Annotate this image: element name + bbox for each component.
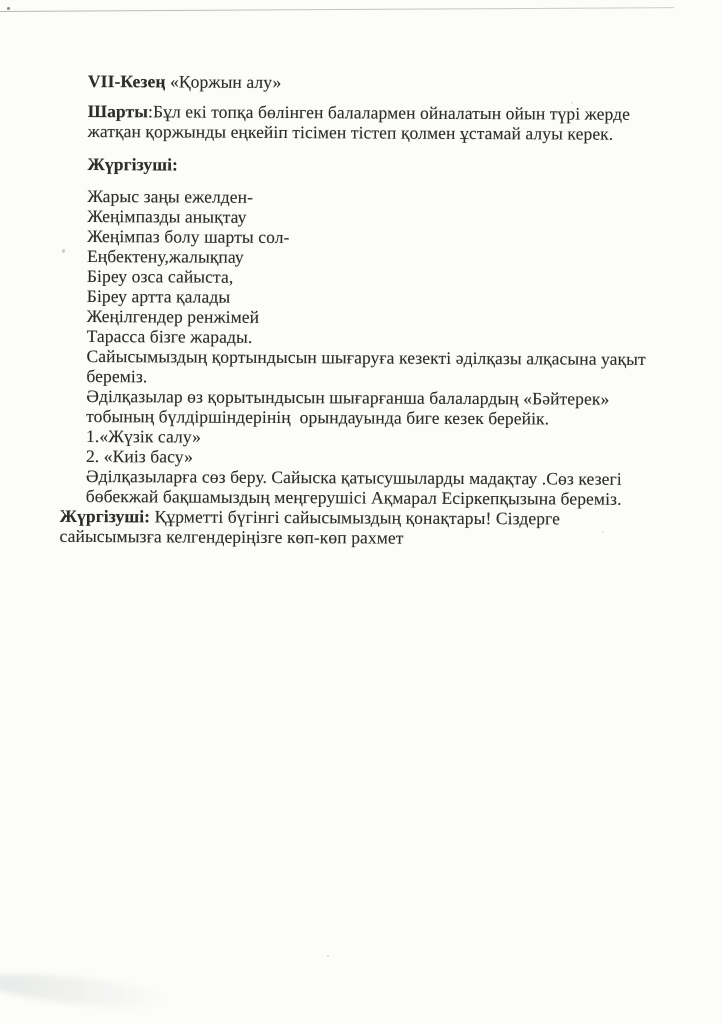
- presenter-heading: [87, 154, 647, 177]
- presenter-label: Жүргізуші:: [87, 153, 179, 175]
- stage-heading-title: «Қоржын алу»: [165, 71, 282, 93]
- jury-word-paragraph: Әділқазыларға сөз беру. Сайыска қатысушыларды мадақтау .Сөз кезегі бөбекжай бақшамыздың меңгерушісі Ақмарал Есіркепқызына береміз.: [85, 465, 622, 509]
- document-text: [59, 71, 648, 549]
- conditions-paragraph: [88, 101, 648, 144]
- jury-paragraph: Әділқазылар өз қорытындысын шығарғанша балалардың «Бәйтерек» тобының бүлдіршіндерінің орындауында биге кезек берейік.: [86, 385, 610, 429]
- scan-speck: [61, 249, 65, 254]
- closing-text: Құрметті бүгінгі сайысымыздың қонақтары! Сіздерге сайысымызға келгендеріңізге көп-көп рахмет: [59, 506, 561, 548]
- scan-smudge: [0, 968, 173, 1014]
- closing-paragraph: [60, 506, 646, 549]
- dance-list: 1.«Жүзік салу» 2. «Киіз басу»: [85, 425, 202, 467]
- poem: Жарыс заңы ежелден- Жеңімпазды анықтау Жеңімпаз болу шарты сол- Еңбектену,жалықпау Біреу озса сайыста, Біреу артта қалады Жеңілгендер ренжімей Тарасса бізге жарады.: [86, 185, 290, 347]
- scan-speck: [327, 955, 329, 957]
- results-paragraph: Сайысымыздың қортындысын шығаруға кезекті әділқазы алқасына уақыт береміз.: [86, 345, 646, 387]
- paper-edge-line: [0, 7, 674, 12]
- conditions-text: :Бұл екі топқа бөлінген балалармен ойналатын ойын түрі жерде жатқан қоржынды еңкейіп тісімен тістеп қолмен ұстамай алуы керек.: [87, 101, 631, 144]
- stage-heading-number: VII-Кезең: [87, 71, 166, 92]
- scan-speck: [7, 7, 10, 10]
- stage-heading: [88, 71, 648, 94]
- closing-label: Жүргізуші:: [59, 505, 151, 527]
- conditions-label: Шарты: [87, 100, 149, 122]
